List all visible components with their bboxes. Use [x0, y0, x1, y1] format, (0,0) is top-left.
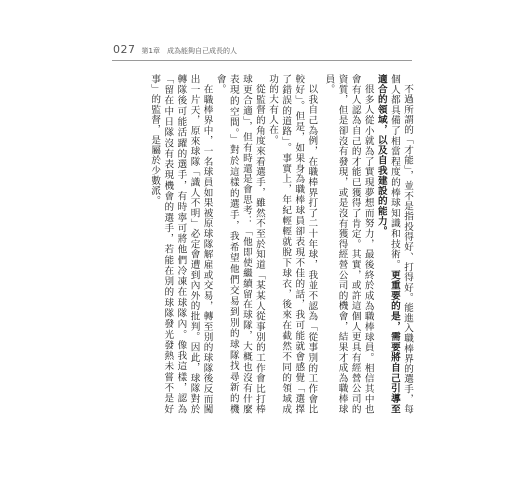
running-header [113, 43, 237, 56]
paragraph-1-emphasis: 更重要的是，需要將自己引導至適合的領域，以及自我建設的能力。 [375, 74, 400, 414]
paragraph-1 [375, 74, 414, 414]
body-text [118, 74, 414, 414]
paragraph-2: 很多人從小就為了實現夢想而努力，最後終於成為職棒球員。相信其中也會有人認為自己的才能已獲得了肯定。其實，或許這個人更具有經營公司的資質，但是卻沒有發現，或是沒有獲得經營公司的機會，結果才成為職棒球員。 [323, 74, 374, 414]
header-rule [112, 60, 412, 61]
paragraph-3: 以我自己為例，在職棒界打了二十年球，我並不認為「從事別的工作會比較好」。但是，如果身為職棒球員卻表現不佳的話，我可能就會感覺「選擇了錯誤的道路」。事實上，年紀輕輕就脫下球衣，後來在截然不同的領域成功的大有人在。 [267, 74, 318, 414]
paragraph-4: 從監督的角度來看選手，雖然不至於知道「某某人從事別的工作會比打棒球更合適」，但有時還是會思考：「他即使繼續留在球隊，大概也沒有什麼表現的空間。」對於這樣的選手，我希望他們交易到別的球隊找尋新的機會。 [214, 74, 265, 414]
paragraph-5: 在職棒界中，一名球員如果被原球隊解雇或交易，轉至別的球隊後反而闖出一片天，原來球隊「識人不明」必定會遭到內外的批判。因此，球隊對於轉隊後可能活躍的選手，有時寧可將他們冷凍在球隊內。像我這樣，認為「留在中日隊沒有表現機會的選手，若能在別的球隊發光發熱未嘗不是好事」的監督，是屬於少數派。 [149, 74, 213, 414]
paragraph-1-text: 不過所謂的「才能」，並不是指投得好、打得好。能進入職棒界的選手，每個人都具備了相當程度的棒球知識和技術。 [388, 74, 413, 414]
page-number: 027 [113, 43, 136, 56]
chapter-title: 第1章 成為能夠自己成長的人 [141, 47, 237, 55]
